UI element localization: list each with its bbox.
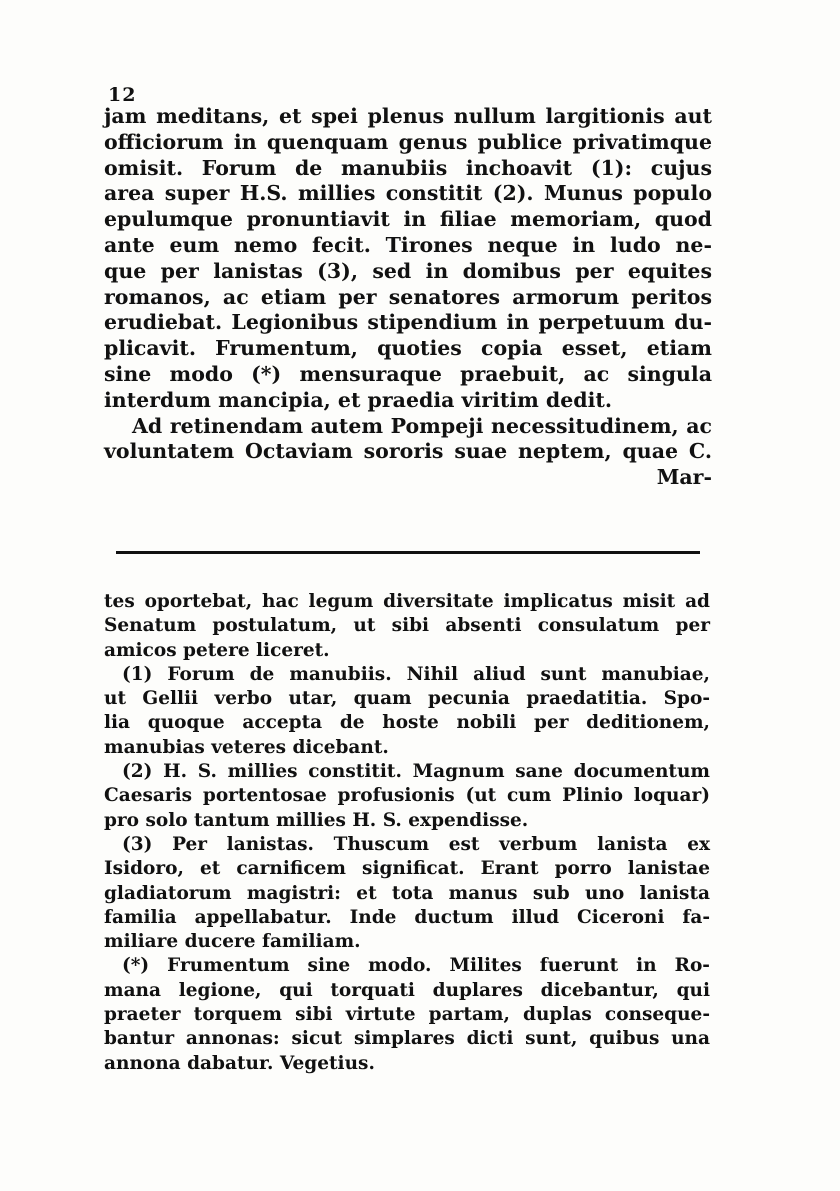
main-line: que per lanistas (3), sed in domibus per equites xyxy=(104,258,712,283)
note-line: lia quoque accepta de hoste nobili per deditionem, xyxy=(104,712,710,734)
note-line: pro solo tantum millies H. S. expendisse. xyxy=(104,809,529,831)
footnote-divider xyxy=(116,551,700,554)
note-line: manubias veteres dicebant. xyxy=(104,736,389,758)
main-line: officiorum in quenquam genus publice privatimque xyxy=(104,129,712,154)
note-line: mana legione, qui torquati duplares dicebantur, qui xyxy=(104,979,710,1001)
main-line: Ad retinendam autem Pompeji necessitudinem, ac xyxy=(132,413,712,438)
note-line: praeter torquem sibi virtute partam, duplas conseque- xyxy=(104,1004,710,1026)
main-line: plicavit. Frumentum, quoties copia esset, etiam xyxy=(104,336,712,361)
main-text-block xyxy=(104,104,712,491)
note-line: Isidoro, et carnificem significat. Erant porro lanistae xyxy=(104,858,710,880)
note-line: amicos petere liceret. xyxy=(104,639,330,661)
note-line: annona dabatur. Vegetius. xyxy=(104,1052,375,1074)
main-line: interdum mancipia, et praedia viritim dedit. xyxy=(104,387,613,412)
note-line: miliare ducere familiam. xyxy=(104,931,361,953)
main-line: voluntatem Octaviam sororis suae neptem, quae C. xyxy=(104,439,712,464)
main-line: omisit. Forum de manubiis inchoavit (1): cujus xyxy=(104,155,712,180)
footnotes-block xyxy=(104,590,710,1076)
note-line: Senatum postulatum, ut sibi absenti consulatum per xyxy=(104,615,710,637)
main-line: ante eum nemo fecit. Tirones neque in ludo ne- xyxy=(104,232,712,257)
main-line: epulumque pronuntiavit in filiae memoriam, quod xyxy=(104,207,712,232)
note-line: bantur annonas: sicut simplares dicti sunt, quibus una xyxy=(104,1028,710,1050)
note-line: ut Gellii verbo utar, quam pecunia praedatitia. Spo- xyxy=(104,688,710,710)
page-number: 12 xyxy=(108,84,137,106)
main-line: area super H.S. millies constitit (2). Munus populo xyxy=(104,181,712,206)
main-line: romanos, ac etiam per senatores armorum peritos xyxy=(104,284,712,309)
main-line: sine modo (*) mensuraque praebuit, ac singula xyxy=(104,361,712,386)
catchword: Mar- xyxy=(656,465,712,490)
main-line: erudiebat. Legionibus stipendium in perpetuum du- xyxy=(104,310,712,335)
note-line: gladiatorum magistri: et tota manus sub uno lanista xyxy=(104,882,710,904)
note-line: (2) H. S. millies constitit. Magnum sane documentum xyxy=(122,761,710,783)
note-line: (1) Forum de manubiis. Nihil aliud sunt manubiae, xyxy=(122,663,710,685)
note-line: tes oportebat, hac legum diversitate implicatus misit ad xyxy=(104,591,710,612)
main-line: jam meditans, et spei plenus nullum largitionis aut xyxy=(104,104,712,128)
note-line: (*) Frumentum sine modo. Milites fuerunt in Ro- xyxy=(122,955,710,977)
note-line: (3) Per lanistas. Thuscum est verbum lanista ex xyxy=(122,833,710,855)
note-line: Caesaris portentosae profusionis (ut cum Plinio loquar) xyxy=(104,785,710,807)
note-line: familia appellabatur. Inde ductum illud Ciceroni fa- xyxy=(104,906,710,928)
